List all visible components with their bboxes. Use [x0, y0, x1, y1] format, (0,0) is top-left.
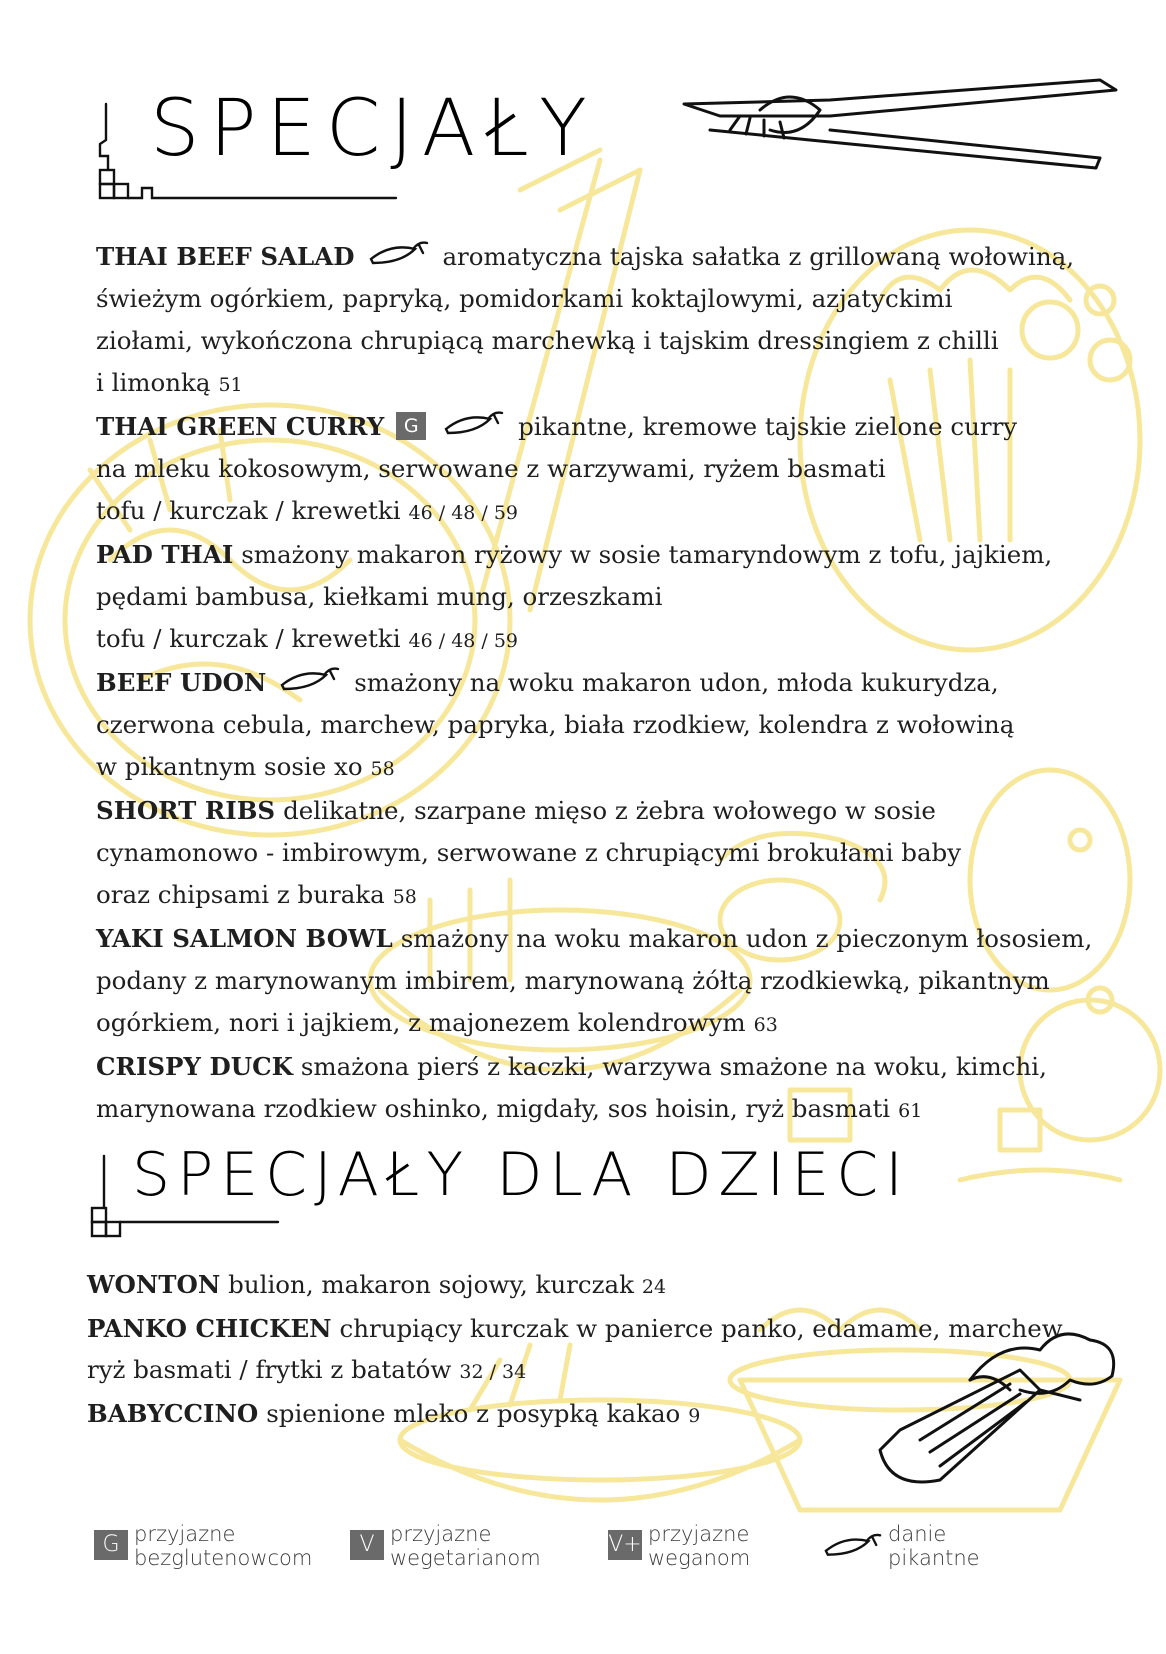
item-description: spienione mleko z posypką kakao: [266, 1399, 681, 1428]
menu-item-thai-green-curry: [96, 406, 1096, 534]
item-description: i limonką: [96, 368, 211, 397]
legend-text: [888, 1522, 980, 1570]
menu-item-pad-thai: [96, 534, 1096, 662]
menu-item-yaki-salmon-bowl: [96, 918, 1096, 1046]
legend-spicy: [822, 1522, 980, 1570]
item-name: YAKI SALMON BOWL: [96, 924, 393, 953]
item-name: WONTON: [87, 1270, 221, 1299]
item-name: CRISPY DUCK: [96, 1052, 293, 1081]
item-price: 46 / 48 / 59: [408, 630, 519, 652]
menu-item-thai-beef-salad: [96, 236, 1096, 406]
menu-item-short-ribs: [96, 790, 1096, 918]
item-description: w pikantnym sosie xo: [96, 752, 363, 781]
item-name: SHORT RIBS: [96, 796, 276, 825]
item-description: chrupiący kurczak w panierce panko, edamame, marchew: [339, 1314, 1063, 1343]
item-name: PANKO CHICKEN: [87, 1314, 332, 1343]
menu-item-beef-udon: [96, 662, 1096, 790]
legend-vegetarian: [350, 1522, 541, 1570]
item-description: tofu / kurczak / krewetki: [96, 624, 401, 653]
item-price: 32 / 34: [459, 1361, 527, 1383]
item-description: marynowana rzodkiew oshinko, migdały, sos hoisin, ryż basmati: [96, 1094, 891, 1123]
item-description: smażony makaron ryżowy w sosie tamaryndowym z tofu, jajkiem,: [241, 540, 1053, 569]
item-name: THAI BEEF SALAD: [96, 242, 355, 271]
menu-item-crispy-duck: [96, 1046, 1096, 1132]
item-description: czerwona cebula, marchew, papryka, biała rzodkiew, kolendra z wołowiną: [96, 710, 1015, 739]
legend-text: [648, 1522, 750, 1570]
item-description: smażony na woku makaron udon z pieczonym łososiem,: [400, 924, 1093, 953]
item-name: BEEF UDON: [96, 668, 267, 697]
item-description: pędami bambusa, kiełkami mung, orzeszkami: [96, 582, 663, 611]
item-description: pikantne, kremowe tajskie zielone curry: [518, 412, 1018, 441]
chili-pepper-icon: [442, 409, 506, 437]
legend-line: bezglutenowcom: [134, 1546, 313, 1570]
item-name: THAI GREEN CURRY: [96, 412, 385, 441]
item-price: 24: [641, 1276, 667, 1298]
item-description: smażona pierś z kaczki, warzywa smażone na woku, kimchi,: [300, 1052, 1047, 1081]
item-description: tofu / kurczak / krewetki: [96, 496, 401, 525]
item-description: podany z marynowanym imbirem, marynowaną żółtą rzodkiewką, pikantnym: [96, 966, 1050, 995]
menu-item-babyccino: [87, 1393, 1087, 1437]
item-description: oraz chipsami z buraka: [96, 880, 385, 909]
vegetarian-badge: V: [350, 1530, 384, 1560]
item-price: 9: [688, 1405, 701, 1427]
vegan-badge: V+: [608, 1530, 642, 1560]
item-description: ziołami, wykończona chrupiącą marchewką i tajskim dressingiem z chilli: [96, 326, 999, 355]
item-description: aromatyczna tajska sałatka z grillowaną wołowiną,: [442, 242, 1075, 271]
legend: [94, 1522, 1094, 1582]
gluten-free-badge: G: [94, 1530, 128, 1560]
item-description: smażony na woku makaron udon, młoda kukurydza,: [354, 668, 999, 697]
item-price: 61: [898, 1100, 923, 1122]
legend-line: przyjazne: [390, 1522, 492, 1546]
legend-vegan: [608, 1522, 750, 1570]
section-title-specjaly-dla-dzieci: SPECJAŁY DLA DZIECI: [132, 1140, 910, 1210]
item-name: PAD THAI: [96, 540, 234, 569]
legend-line: pikantne: [888, 1546, 980, 1570]
legend-text: [390, 1522, 541, 1570]
item-price: 58: [392, 886, 417, 908]
gluten-free-badge: G: [396, 412, 426, 440]
legend-gluten-free: [94, 1522, 312, 1570]
legend-line: przyjazne: [134, 1522, 236, 1546]
menu-item-panko-chicken: [87, 1308, 1087, 1393]
item-price: 58: [370, 758, 395, 780]
item-description: cynamonowo - imbirowym, serwowane z chrupiącymi brokułami baby: [96, 838, 962, 867]
legend-line: danie: [888, 1522, 947, 1546]
tongs-icon: [680, 70, 1120, 180]
legend-text: [134, 1522, 312, 1570]
legend-line: wegetarianom: [390, 1546, 541, 1570]
legend-line: weganom: [648, 1546, 751, 1570]
chili-pepper-icon: [278, 665, 342, 693]
item-description: ryż basmati / frytki z batatów: [87, 1355, 452, 1384]
chili-pepper-icon: [822, 1528, 884, 1562]
item-description: delikatne, szarpane mięso z żebra wołowego w sosie: [283, 796, 936, 825]
menu-specjaly-dla-dzieci: [87, 1264, 1087, 1437]
item-price: 63: [753, 1014, 778, 1036]
chili-pepper-icon: [367, 239, 431, 267]
item-description: na mleku kokosowym, serwowane z warzywami, ryżem basmati: [96, 454, 886, 483]
item-description: ogórkiem, nori i jajkiem, z majonezem kolendrowym: [96, 1008, 746, 1037]
item-name: BABYCCINO: [87, 1399, 259, 1428]
menu-specjaly: [96, 236, 1096, 1132]
item-price: 46 / 48 / 59: [408, 502, 519, 524]
item-description: świeżym ogórkiem, papryką, pomidorkami koktajlowymi, azjatyckimi: [96, 284, 953, 313]
item-description: bulion, makaron sojowy, kurczak: [228, 1270, 634, 1299]
legend-line: przyjazne: [648, 1522, 750, 1546]
item-price: 51: [218, 374, 243, 396]
menu-item-wonton: [87, 1264, 1087, 1308]
section-title-specjaly: SPECJAŁY: [150, 84, 597, 174]
